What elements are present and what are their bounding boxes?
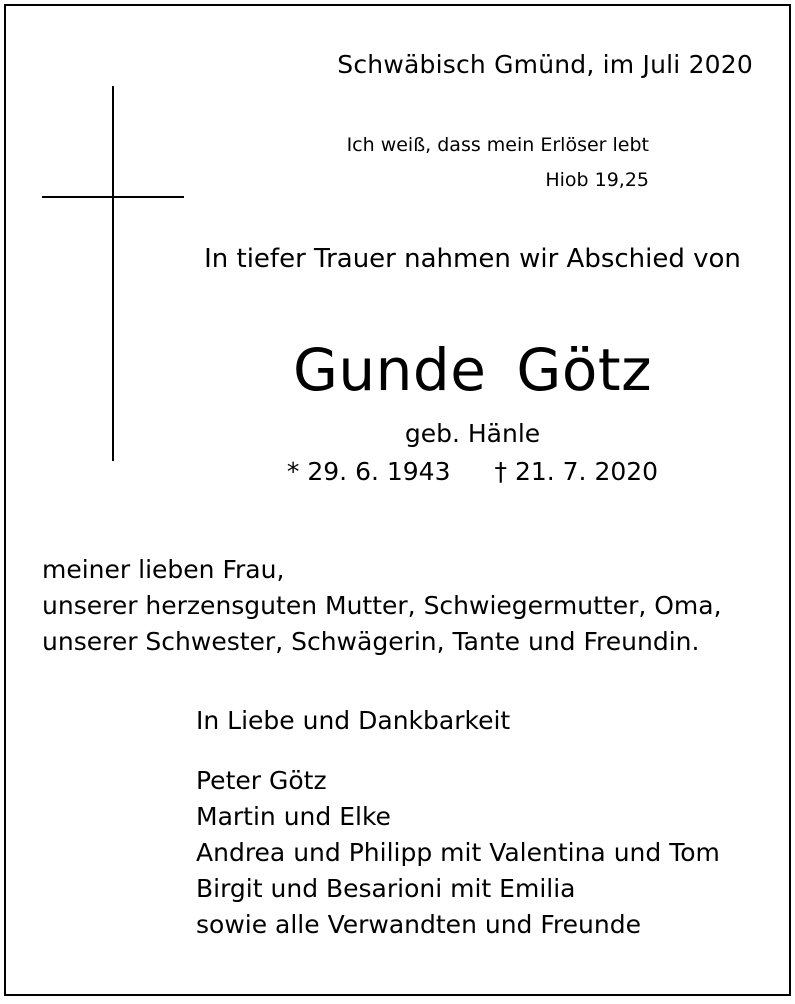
bible-quote: Ich weiß, dass mein Erlöser lebt <box>346 134 649 156</box>
deceased-name <box>6 336 789 404</box>
signer-line: Martin und Elke <box>196 802 391 831</box>
deceased-last-name: Götz <box>516 336 653 404</box>
signer-line: Birgit und Besarioni mit Emilia <box>196 874 576 903</box>
signer-line: Andrea und Philipp mit Valentina und Tom <box>196 838 720 867</box>
relation-line: meiner lieben Frau, <box>42 555 285 584</box>
death-date: † 21. 7. 2020 <box>494 457 659 486</box>
cross-icon-horizontal-bar <box>42 196 184 198</box>
signers-list <box>196 763 720 943</box>
life-dates <box>6 457 789 486</box>
relation-line: unserer herzensguten Mutter, Schwiegermutter, Oma, <box>42 591 722 620</box>
birth-date: * 29. 6. 1943 <box>286 457 451 486</box>
signer-line: sowie alle Verwandten und Freunde <box>196 910 641 939</box>
deceased-first-name: Gunde <box>292 336 487 404</box>
bible-quote-source: Hiob 19,25 <box>545 169 649 191</box>
obituary-notice <box>4 4 791 996</box>
relation-line: unserer Schwester, Schwägerin, Tante und Freundin. <box>42 627 700 656</box>
maiden-name: geb. Hänle <box>404 419 541 448</box>
signer-line: Peter Götz <box>196 766 327 795</box>
closing-line: In Liebe und Dankbarkeit <box>196 706 511 735</box>
place-date: Schwäbisch Gmünd, im Juli 2020 <box>337 50 753 79</box>
intro-line: In tiefer Trauer nahmen wir Abschied von <box>204 244 741 274</box>
relations-list <box>42 552 722 660</box>
